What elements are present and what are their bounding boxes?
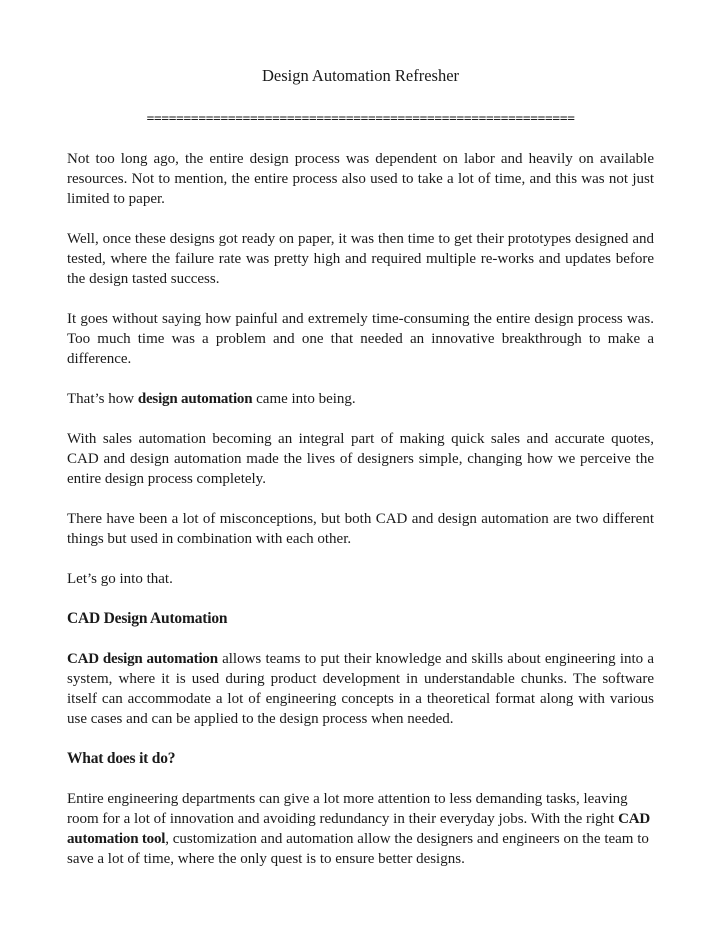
paragraph-3: It goes without saying how painful and extremely time-consuming the entire design process was. Too much time was a problem and one that needed an innovative breakthrough to make a difference. <box>67 311 654 367</box>
cad-design-automation-link[interactable]: CAD design automation <box>67 651 218 667</box>
paragraph-9 <box>67 789 654 869</box>
section-heading-cad-design-automation: CAD Design Automation <box>67 610 228 627</box>
paragraph-4-after: came into being. <box>252 391 356 407</box>
document-page <box>67 66 654 889</box>
document-title: Design Automation Refresher <box>261 66 460 85</box>
paragraph-8 <box>67 649 654 729</box>
paragraph-9-after: , customization and automation allow the designers and engineers on the team to save a lot of time, where the only quest is to ensure better designs. <box>67 831 649 867</box>
separator-rule: ========================================================== <box>146 112 575 127</box>
paragraph-4-before: That’s how <box>67 391 138 407</box>
design-automation-link[interactable]: design automation <box>137 391 253 407</box>
cad-automation-tool-link[interactable]: CAD automation tool <box>67 811 650 847</box>
paragraph-1: Not too long ago, the entire design process was dependent on labor and heavily on available resources. Not to mention, the entire process also used to take a lot of time, and this was not just limited to paper. <box>67 151 654 207</box>
paragraph-8-after: allows teams to put their knowledge and skills about engineering into a system, where it is used during product development in understandable chunks. The software itself can accommodate a lot of engineering concepts in a theoretical format along with various use cases and can be applied to the design process when needed. <box>67 651 655 727</box>
paragraph-7: Let’s go into that. <box>67 571 173 587</box>
paragraph-2: Well, once these designs got ready on paper, it was then time to get their prototypes designed and tested, where the failure rate was pretty high and required multiple re-works and updates before the design tasted success. <box>67 231 654 287</box>
paragraph-5: With sales automation becoming an integral part of making quick sales and accurate quotes, CAD and design automation made the lives of designers simple, changing how we perceive the entire design process completely. <box>67 431 654 487</box>
paragraph-6: There have been a lot of misconceptions, but both CAD and design automation are two different things but used in combination with each other. <box>67 511 654 547</box>
section-heading-what-does-it-do: What does it do? <box>67 750 176 767</box>
paragraph-9-before: Entire engineering departments can give a lot more attention to less demanding tasks, leaving room for a lot of innovation and avoiding redundancy in their everyday jobs. With the right <box>67 791 628 827</box>
paragraph-4 <box>67 389 654 409</box>
